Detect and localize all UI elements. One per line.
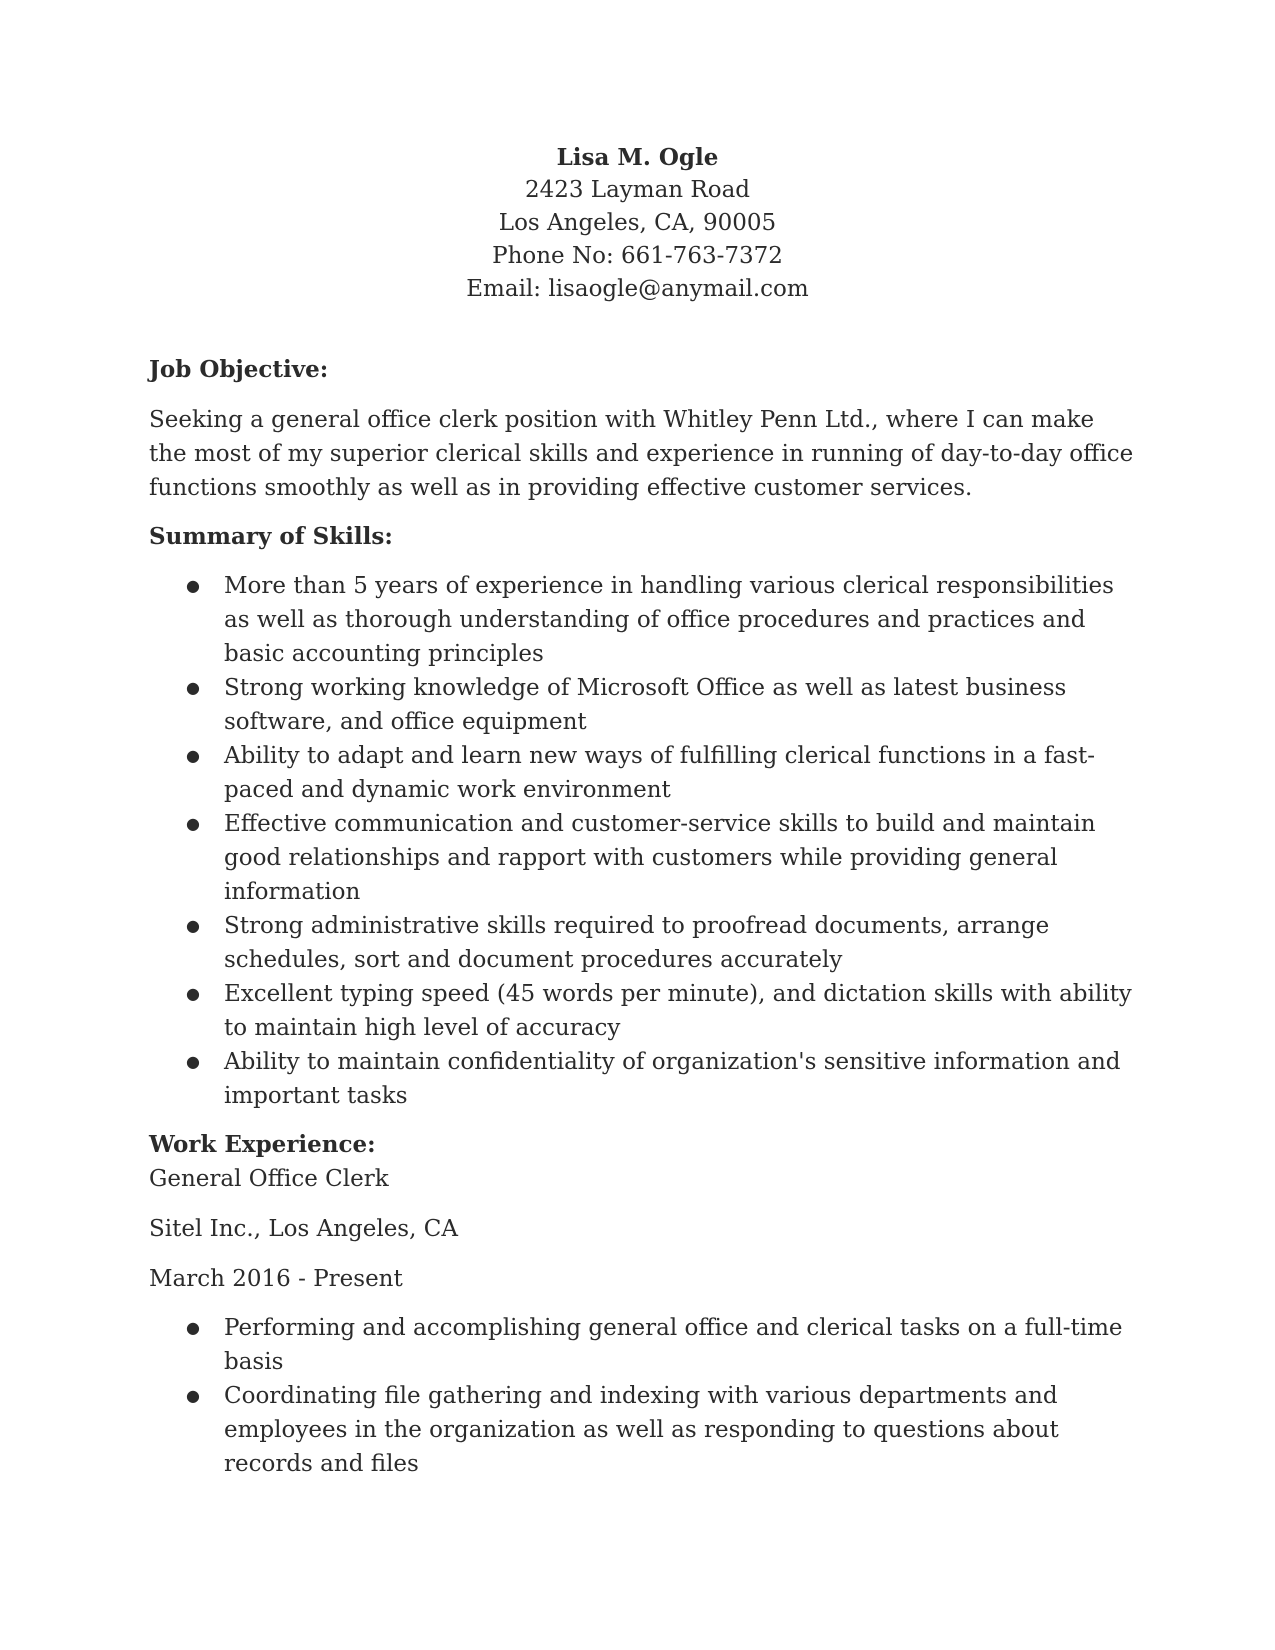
bullet-icon: ● xyxy=(186,814,200,833)
phone-number: Phone No: 661-763-7372 xyxy=(492,243,783,269)
bullet-icon: ● xyxy=(186,746,200,765)
email-address: Email: lisaogle@anymail.com xyxy=(466,276,809,302)
job-title: General Office Clerk xyxy=(149,1166,389,1192)
bullet-icon: ● xyxy=(186,1052,200,1071)
list-item: ● Performing and accomplishing general office and clerical tasks on a full-time basis xyxy=(224,1311,1134,1379)
list-item: ● Excellent typing speed (45 words per minute), and dictation skills with ability to maintain high level of accuracy xyxy=(224,977,1134,1045)
bullet-icon: ● xyxy=(186,576,200,595)
list-item: ● Strong administrative skills required to proofread documents, arrange schedules, sort and document procedures accurately xyxy=(224,909,1134,977)
address-line-1: 2423 Layman Road xyxy=(524,177,751,203)
bullet-icon: ● xyxy=(186,1318,200,1337)
bullet-icon: ● xyxy=(186,1386,200,1405)
bullet-icon: ● xyxy=(186,984,200,1003)
bullet-icon: ● xyxy=(186,678,200,697)
objective-text: Seeking a general office clerk position with Whitley Penn Ltd., where I can make the most of my superior clerical skills and experience in running of day-to-day office functions smoothly as well as in providing effective customer services. xyxy=(149,407,1134,501)
bullet-icon: ● xyxy=(186,916,200,935)
skills-heading: Summary of Skills: xyxy=(149,523,393,550)
applicant-name: Lisa M. Ogle xyxy=(556,144,719,171)
list-item: ● Coordinating file gathering and indexing with various departments and employees in the organization as well as responding to questions about records and files xyxy=(224,1379,1134,1481)
experience-heading: Work Experience: xyxy=(149,1131,376,1158)
address-line-2: Los Angeles, CA, 90005 xyxy=(498,210,777,236)
contact-header xyxy=(0,141,1275,306)
experience-list xyxy=(149,1311,1134,1481)
list-item: ● Ability to adapt and learn new ways of fulfilling clerical functions in a fast-paced and dynamic work environment xyxy=(224,739,1134,807)
list-item: ● Strong working knowledge of Microsoft Office as well as latest business software, and office equipment xyxy=(224,671,1134,739)
company-location: Sitel Inc., Los Angeles, CA xyxy=(149,1216,458,1242)
employment-dates: March 2016 - Present xyxy=(149,1266,403,1292)
resume-body xyxy=(149,353,1134,1481)
list-item: ● Ability to maintain confidentiality of organization's sensitive information and important tasks xyxy=(224,1045,1134,1113)
list-item: ● More than 5 years of experience in handling various clerical responsibilities as well as thorough understanding of office procedures and practices and basic accounting principles xyxy=(224,569,1134,671)
skills-list xyxy=(149,569,1134,1113)
objective-heading: Job Objective: xyxy=(149,356,329,383)
list-item: ● Effective communication and customer-service skills to build and maintain good relationships and rapport with customers while providing general information xyxy=(224,807,1134,909)
